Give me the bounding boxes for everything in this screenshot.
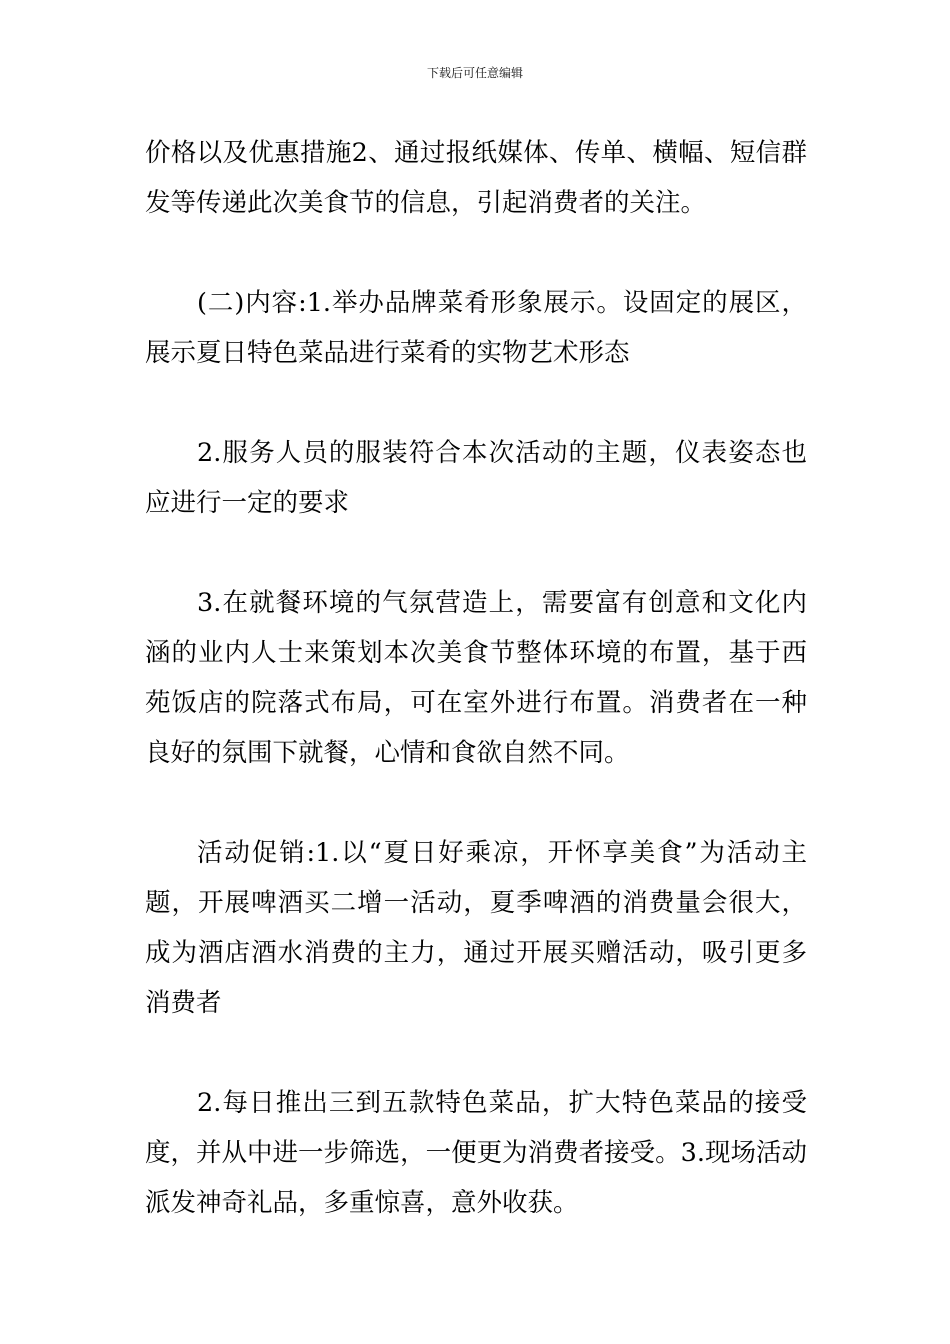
- document-body: [145, 128, 807, 1228]
- paragraph-featured-dishes: 2.每日推出三到五款特色菜品，扩大特色菜品的接受度，并从中进一步筛选，一便更为消费者接受。3.现场活动派发神奇礼品，多重惊喜，意外收获。: [145, 1088, 807, 1218]
- paragraph-content-display: (二)内容:1.举办品牌菜肴形象展示。设固定的展区，展示夏日特色菜品进行菜肴的实物艺术形态: [145, 288, 807, 368]
- paragraph-pricing-publicity: 价格以及优惠措施2、通过报纸媒体、传单、横幅、短信群发等传递此次美食节的信息，引起消费者的关注。: [145, 138, 807, 218]
- paragraph-dining-environment: 3.在就餐环境的气氛营造上，需要富有创意和文化内涵的业内人士来策划本次美食节整体环境的布置，基于西苑饭店的院落式布局，可在室外进行布置。消费者在一种良好的氛围下就餐，心情和食欲自然不同。: [145, 588, 807, 768]
- paragraph-promotion-beer: 活动促销:1.以“夏日好乘凉，开怀享美食”为活动主题，开展啤酒买二增一活动，夏季啤酒的消费量会很大，成为酒店酒水消费的主力，通过开展买赠活动，吸引更多消费者: [145, 838, 807, 1018]
- paragraph-staff-uniform: 2.服务人员的服装符合本次活动的主题，仪表姿态也应进行一定的要求: [145, 438, 807, 518]
- page-header: 下载后可任意编辑: [426, 66, 523, 80]
